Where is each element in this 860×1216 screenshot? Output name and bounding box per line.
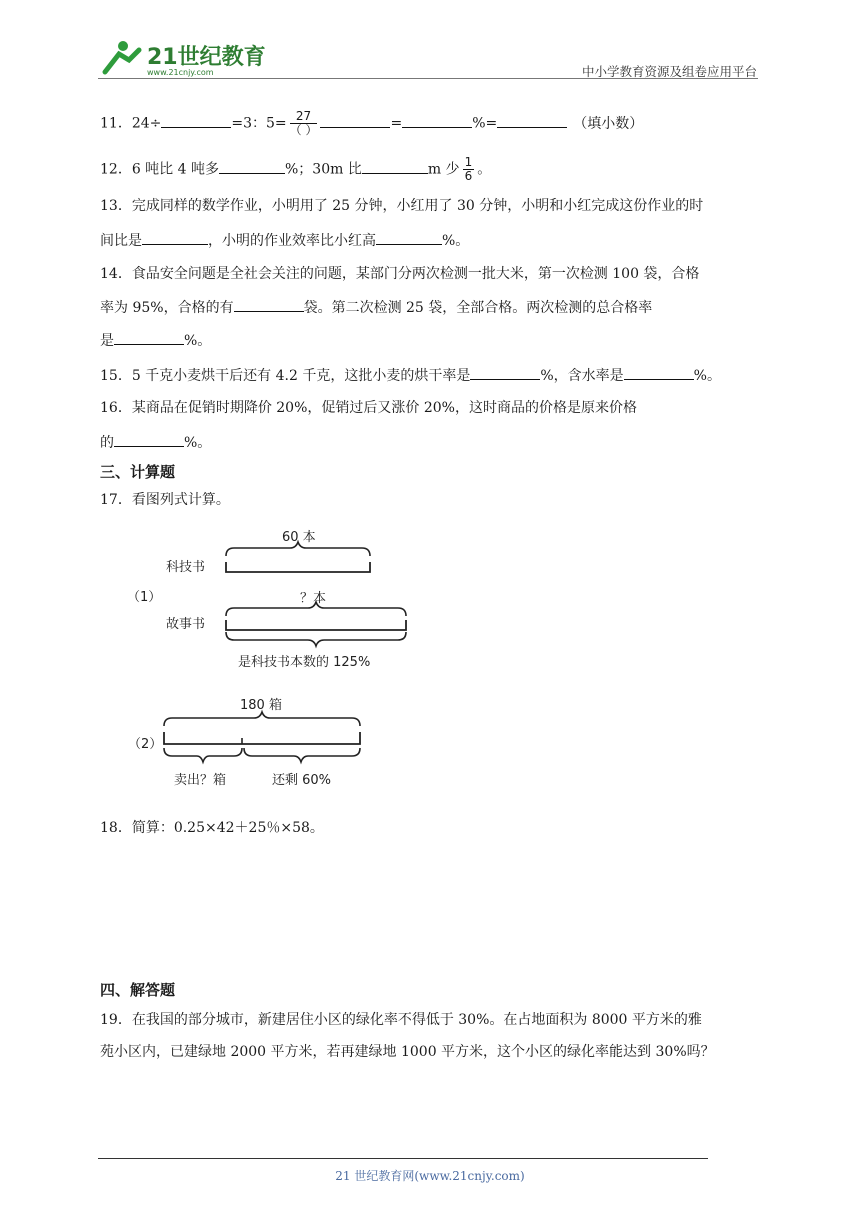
question-15: 15．5 千克小麦烘干后还有 4.2 千克，这批小麦的烘干率是 %，含水率是 %。 bbox=[100, 365, 721, 386]
question-16-line-1: 16．某商品在促销时期降价 20%，促销过后又涨价 20%，这时商品的价格是原来价格 bbox=[100, 400, 637, 416]
diagram-2-number: （2） bbox=[128, 737, 163, 752]
question-12: 12．6 吨比 4 吨多 %；30m 比 m 少 $\frac{1}{6}$ 。 bbox=[100, 155, 492, 183]
section-heading-solve: 四、解答题 bbox=[100, 981, 176, 999]
logo-url: www.21cnjy.com bbox=[147, 68, 214, 77]
question-14-line-2: 率为 95%，合格的有 袋。第二次检测 25 袋，全部合格。两次检测的总合格率 bbox=[100, 297, 652, 318]
question-19-line-1: 19．在我国的部分城市，新建居住小区的绿化率不得低于 30%。在占地面积为 8000 平方米的雅 bbox=[100, 1012, 702, 1028]
diagram-1-bottom-label: 是科技书本数的 125% bbox=[238, 655, 371, 670]
question-16-line-2: 的 %。 bbox=[100, 432, 211, 453]
diagram-1-row2-label: 故事书 bbox=[166, 617, 206, 632]
fraction: $\frac{27}{( )}$ bbox=[289, 109, 318, 137]
logo-text: 21世纪教育 bbox=[147, 45, 265, 70]
diagram-1-row1-label: 科技书 bbox=[166, 560, 206, 575]
question-17: 17．看图列式计算。 bbox=[100, 492, 230, 508]
diagram-2-left-label: 卖出？箱 bbox=[174, 773, 227, 788]
platform-title: 中小学教育资源及组卷应用平台 bbox=[581, 64, 757, 79]
diagram-1-mid-label: ？本 bbox=[300, 591, 327, 606]
question-13-line-2: 间比是 ，小明的作业效率比小红高 %。 bbox=[100, 230, 469, 251]
fraction: $\frac{1}{6}$ bbox=[464, 155, 473, 183]
section-heading-calc: 三、计算题 bbox=[100, 463, 176, 481]
question-19-line-2: 苑小区内，已建绿地 2000 平方米，若再建绿地 1000 平方米，这个小区的绿化率能达到 30%吗？ bbox=[100, 1044, 715, 1060]
diagram-2-right-label: 还剩 60% bbox=[272, 773, 332, 788]
question-18: 18．简算：0.25×42＋25％×58。 bbox=[100, 820, 324, 836]
diagram-2-top-label: 180 箱 bbox=[240, 698, 282, 713]
footer-text: 21 世纪教育网(www.21cnjy.com) bbox=[335, 1169, 525, 1183]
diagram-1-number: （1） bbox=[127, 590, 162, 605]
question-14-line-3: 是 %。 bbox=[100, 330, 211, 351]
diagram-1-top-label: 60 本 bbox=[282, 530, 316, 545]
question-11: 11．24÷ =3：5= $\frac{27}{( )}$ = %= （填小数） bbox=[100, 109, 644, 137]
question-14-line-1: 14．食品安全问题是全社会关注的问题，某部门分两次检测一批大米，第一次检测 100 袋，合格 bbox=[100, 266, 700, 282]
footer-divider bbox=[98, 1158, 708, 1159]
question-13-line-1: 13．完成同样的数学作业，小明用了 25 分钟，小红用了 30 分钟，小明和小红完成这份作业的时 bbox=[100, 198, 704, 214]
